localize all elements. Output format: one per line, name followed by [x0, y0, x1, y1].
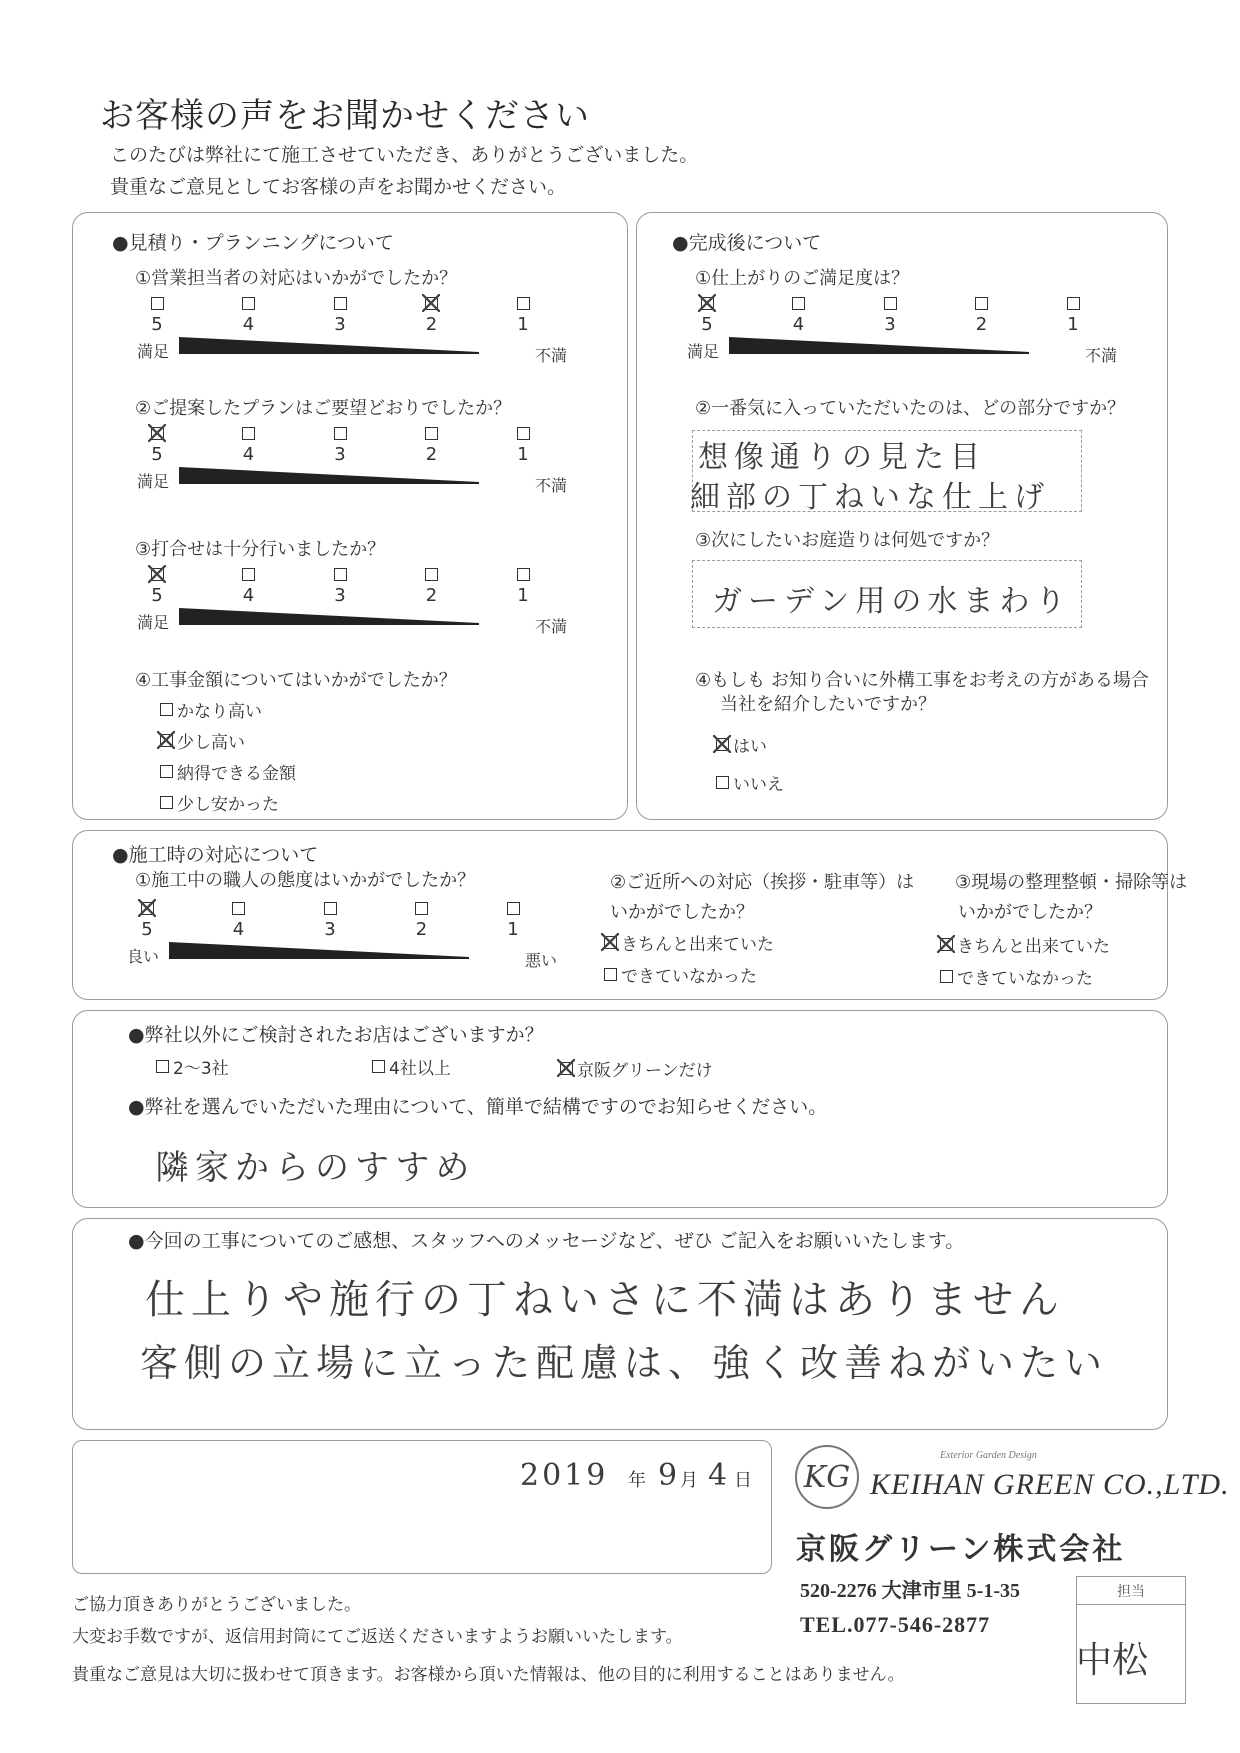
rating-option-4[interactable] [237, 568, 261, 606]
rating-option-5[interactable] [145, 427, 169, 465]
rating-number: 4 [242, 585, 255, 606]
rating-number: 5 [151, 585, 163, 606]
rating-option-5[interactable] [695, 297, 719, 335]
rating-option-2[interactable] [420, 427, 444, 465]
rating-option-2[interactable] [420, 297, 444, 335]
completion-heading: ●完成後について [672, 232, 822, 254]
checkbox[interactable] [242, 568, 255, 581]
rating-option-2[interactable] [970, 297, 994, 335]
rating-number: 3 [334, 314, 346, 335]
rating-option-4[interactable] [237, 427, 261, 465]
rating-options [135, 902, 525, 940]
checkbox[interactable] [940, 970, 953, 983]
rating-options [145, 568, 535, 606]
reason-answer: 隣家からのすすめ [155, 1148, 476, 1188]
rating-number: 2 [425, 585, 438, 606]
construction-q1-text: ①施工中の職人の態度はいかがでしたか？ [135, 870, 476, 891]
reason-heading: ●弊社を選んでいただいた理由について、簡単で結構ですのでお知らせください。 [128, 1096, 828, 1118]
construction-q3-option-2[interactable]: できていなかった [940, 964, 1093, 989]
completion-q4-text-2: 当社を紹介したいですか？ [720, 694, 936, 715]
completion-q3-text: ③次にしたいお庭造りは何処ですか？ [695, 530, 1000, 551]
date-year: 2019 [520, 1458, 609, 1493]
rating-options [695, 297, 1085, 335]
estimate-q1-scale [137, 297, 567, 367]
checkbox[interactable] [160, 796, 173, 809]
scale-right-label: 不満 [534, 476, 567, 495]
rating-number: 3 [334, 444, 346, 465]
other-stores-option-1[interactable]: 2～3社 [156, 1054, 229, 1079]
checkbox-checked[interactable] [141, 902, 154, 915]
estimate-q3-scale [137, 568, 567, 638]
completion-q2-answer-line-2: 細部の丁ねいな仕上げ [690, 480, 1050, 515]
date-day: 4 [708, 1458, 734, 1493]
rating-option-1[interactable] [1061, 297, 1085, 335]
scale-wedge [179, 608, 479, 625]
estimate-q4-option-1[interactable]: かなり高い [160, 697, 262, 722]
date-year-unit: 年 [628, 1470, 646, 1491]
other-stores-heading: ●弊社以外にご検討されたお店はございますか？ [128, 1024, 544, 1046]
rating-option-5[interactable] [145, 297, 169, 335]
construction-q3-option-1[interactable]: きちんと出来ていた [940, 932, 1110, 957]
checkbox[interactable] [517, 427, 530, 440]
checkbox-checked[interactable] [604, 936, 617, 949]
checkbox[interactable] [160, 703, 173, 716]
scale-wedge [729, 337, 1029, 354]
footer-line-2: 大変お手数ですが、返信用封筒にてご返送くださいますようお願いいたします。 [72, 1627, 683, 1647]
checkbox[interactable] [334, 297, 347, 310]
rating-option-5[interactable] [135, 902, 159, 940]
checkbox[interactable] [160, 765, 173, 778]
comments-heading: ●今回の工事についてのご感想、スタッフへのメッセージなど、ぜひ ご記入をお願いいたします。 [128, 1230, 965, 1252]
completion-q4-option-no[interactable]: いいえ [716, 770, 784, 795]
checkbox[interactable] [372, 1060, 385, 1073]
rating-option-3[interactable] [318, 902, 342, 940]
comments-answer-line-2: 客側の立場に立った配慮は、強く改善ねがいたい [140, 1341, 1109, 1385]
checkbox[interactable] [517, 568, 530, 581]
rating-number: 1 [1067, 314, 1079, 335]
construction-q2-text-2: いかがでしたか？ [610, 902, 754, 923]
checkbox[interactable] [415, 902, 428, 915]
checkbox[interactable] [156, 1060, 169, 1073]
date-day-unit: 日 [734, 1470, 752, 1491]
rating-number: 4 [232, 919, 245, 940]
checkbox[interactable] [517, 297, 530, 310]
date-month-unit: 月 [680, 1470, 698, 1491]
scale-left-label: 満足 [137, 472, 170, 491]
rating-number: 2 [975, 314, 988, 335]
date-month: 9 [658, 1458, 684, 1493]
completion-q4-option-yes[interactable]: はい [716, 732, 767, 757]
rating-option-4[interactable] [787, 297, 811, 335]
checkbox-checked[interactable] [560, 1062, 573, 1075]
company-logo-text: KEIHAN GREEN CO.,LTD. [870, 1468, 1230, 1501]
intro-line-1: このたびは弊社にて施工させていただき、ありがとうございました。 [110, 144, 699, 166]
checkbox[interactable] [975, 297, 988, 310]
other-stores-option-3[interactable]: 京阪グリーンだけ [560, 1056, 713, 1081]
intro-line-2: 貴重なご意見としてお客様の声をお聞かせください。 [110, 176, 567, 198]
estimate-q2-scale [137, 427, 567, 497]
checkbox[interactable] [1067, 297, 1080, 310]
checkbox[interactable] [151, 297, 164, 310]
rating-number: 5 [141, 919, 153, 940]
checkbox[interactable] [507, 902, 520, 915]
rating-option-2[interactable] [420, 568, 444, 606]
scale-right-label: 悪い [524, 951, 557, 970]
other-stores-option-2[interactable]: 4社以上 [372, 1054, 451, 1079]
checkbox-checked[interactable] [151, 427, 164, 440]
rating-option-2[interactable] [410, 902, 434, 940]
rating-number: 1 [517, 585, 529, 606]
rating-option-3[interactable] [328, 427, 352, 465]
construction-q2-option-2[interactable]: できていなかった [604, 962, 757, 987]
checkbox-checked[interactable] [701, 297, 714, 310]
scale-left-label: 満足 [137, 613, 170, 632]
completion-q2-answer-line-1: 想像通りの見た目 [698, 440, 986, 475]
rating-number: 1 [517, 444, 529, 465]
rating-option-4[interactable] [227, 902, 251, 940]
scale-left-label: 満足 [137, 342, 170, 361]
checkbox-checked[interactable] [716, 738, 729, 751]
page-title: お客様の声をお聞かせください [100, 96, 590, 136]
checkbox[interactable] [716, 776, 729, 789]
completion-q2-text: ②一番気に入っていただいたのは、どの部分ですか？ [695, 398, 1126, 419]
company-tel: TEL.077-546-2877 [800, 1612, 991, 1637]
rating-number: 5 [151, 444, 163, 465]
checkbox[interactable] [425, 427, 438, 440]
construction-q2-text-1: ②ご近所への対応（挨拶・駐車等）は [610, 872, 915, 893]
rating-options [145, 297, 535, 335]
company-address: 520-2276 大津市里 5-1-35 [800, 1580, 1020, 1602]
checkbox[interactable] [334, 568, 347, 581]
rating-number: 2 [425, 444, 438, 465]
scale-left-label: 良い [127, 947, 160, 966]
company-logo-subtitle: Exterior Garden Design [940, 1450, 1037, 1461]
scale-wedge [179, 337, 479, 354]
estimate-q4-option-4[interactable]: 少し安かった [160, 790, 279, 815]
rating-number: 5 [151, 314, 163, 335]
estimate-q4-text: ④工事金額についてはいかがでしたか？ [135, 670, 457, 691]
construction-heading: ●施工時の対応について [112, 844, 319, 866]
scale-wedge [179, 467, 479, 484]
footer-line-3: 貴重なご意見は大切に扱わせて頂きます。お客様から頂いた情報は、他の目的に利用することはありません。 [72, 1665, 905, 1685]
completion-q1-scale [687, 297, 1117, 367]
scale-wedge [169, 942, 469, 959]
rating-option-3[interactable] [328, 297, 352, 335]
rating-option-3[interactable] [328, 568, 352, 606]
rating-number: 1 [507, 919, 519, 940]
scale-right-label: 不満 [534, 346, 567, 365]
construction-q3-text-1: ③現場の整理整頓・掃除等は [955, 872, 1188, 893]
checkbox-checked[interactable] [940, 938, 953, 951]
estimate-heading: ●見積り・プランニングについて [112, 232, 394, 254]
scale-right-label: 不満 [534, 617, 567, 636]
rating-option-1[interactable] [501, 902, 525, 940]
construction-q1-scale [127, 902, 557, 972]
rating-option-3[interactable] [878, 297, 902, 335]
rating-option-4[interactable] [237, 297, 261, 335]
rating-options [145, 427, 535, 465]
estimate-q3-text: ③打合せは十分行いましたか？ [135, 539, 386, 560]
checkbox[interactable] [334, 427, 347, 440]
company-logo-icon: KG [795, 1445, 859, 1509]
rating-number: 4 [242, 314, 255, 335]
rating-number: 2 [415, 919, 428, 940]
rating-number: 4 [792, 314, 805, 335]
checkbox[interactable] [884, 297, 897, 310]
completion-q1-text: ①仕上がりのご満足度は？ [695, 268, 910, 289]
rating-number: 4 [242, 444, 255, 465]
rating-number: 3 [324, 919, 336, 940]
checkbox[interactable] [792, 297, 805, 310]
rating-option-1[interactable] [511, 568, 535, 606]
rating-number: 1 [517, 314, 529, 335]
checkbox[interactable] [232, 902, 245, 915]
checkbox-checked[interactable] [151, 568, 164, 581]
estimate-q1-text: ①営業担当者の対応はいかがでしたか？ [135, 268, 458, 289]
estimate-q2-text: ②ご提案したプランはご要望どおりでしたか？ [135, 398, 512, 419]
checkbox-checked[interactable] [160, 734, 173, 747]
rating-number: 3 [884, 314, 896, 335]
checkbox[interactable] [242, 297, 255, 310]
estimate-q4-option-2[interactable]: 少し高い [160, 728, 245, 753]
checkbox-checked[interactable] [425, 297, 438, 310]
completion-q3-answer: ガーデン用の水まわり [712, 584, 1072, 619]
estimate-q4-option-3[interactable]: 納得できる金額 [160, 759, 296, 784]
staff-name: 中松 [1076, 1640, 1149, 1681]
completion-q4-text-1: ④もしも お知り合いに外構工事をお考えの方がある場合 [695, 670, 1149, 691]
rating-number: 2 [425, 314, 438, 335]
construction-q3-text-2: いかがでしたか？ [958, 902, 1102, 923]
construction-q2-option-1[interactable]: きちんと出来ていた [604, 930, 774, 955]
rating-option-1[interactable] [511, 427, 535, 465]
rating-number: 3 [334, 585, 346, 606]
rating-option-1[interactable] [511, 297, 535, 335]
checkbox[interactable] [324, 902, 337, 915]
comments-answer-line-1: 仕上りや施行の丁ねいさに不満はありません [145, 1277, 1065, 1323]
checkbox[interactable] [242, 427, 255, 440]
rating-number: 5 [701, 314, 713, 335]
staff-header: 担当 [1077, 1577, 1185, 1605]
scale-right-label: 不満 [1084, 346, 1117, 365]
checkbox[interactable] [425, 568, 438, 581]
scale-left-label: 満足 [687, 342, 720, 361]
rating-option-5[interactable] [145, 568, 169, 606]
footer-line-1: ご協力頂きありがとうございました。 [72, 1595, 361, 1615]
company-name: 京阪グリーン株式会社 [796, 1532, 1126, 1567]
checkbox[interactable] [604, 968, 617, 981]
